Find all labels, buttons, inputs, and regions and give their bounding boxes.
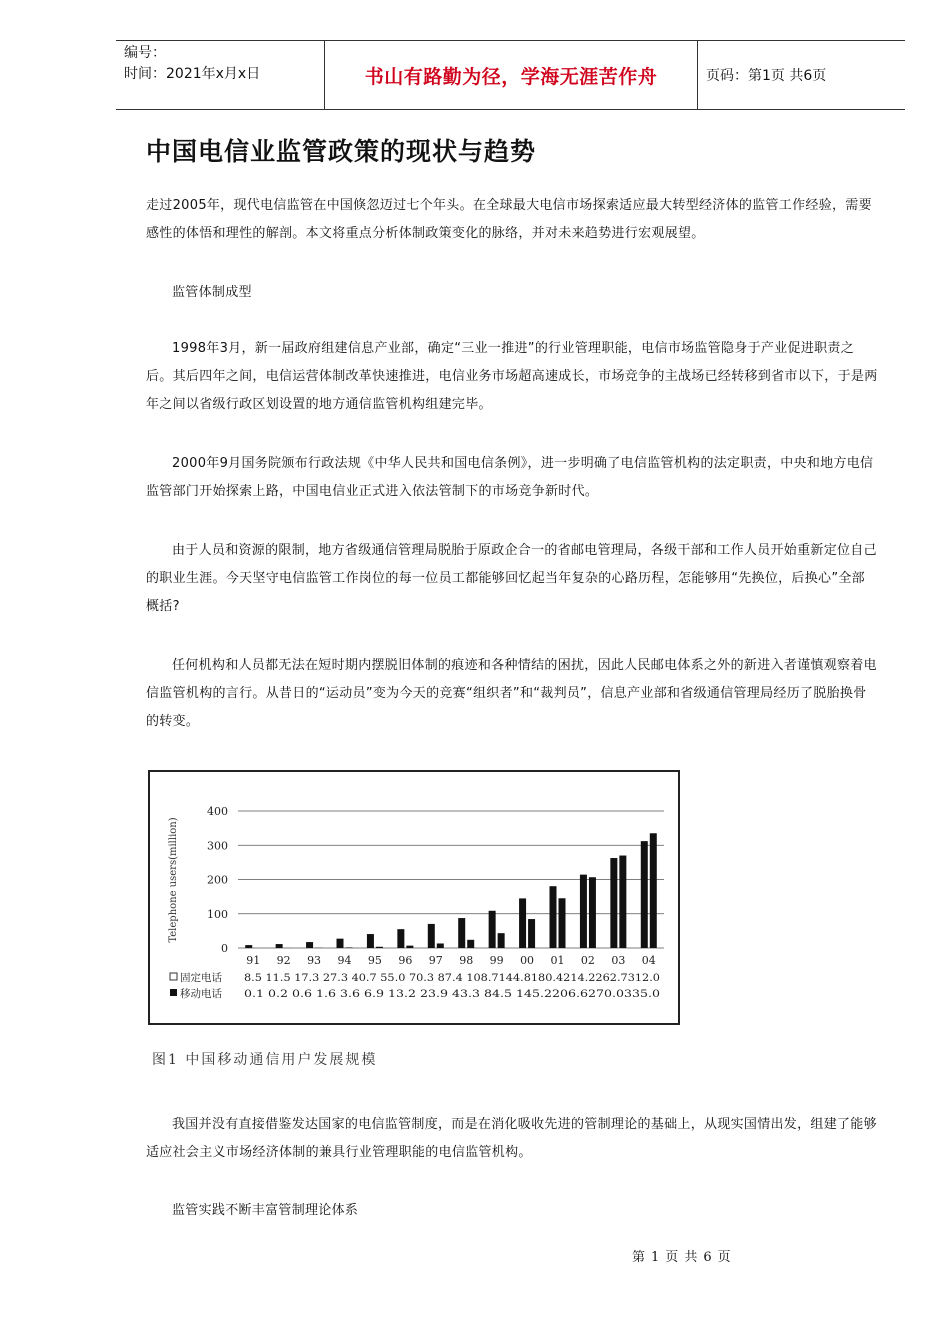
paragraph-2000: 2000年9月国务院颁布行政法规《中华人民共和国电信条例》，进一步明确了电信监管机构的法定职责，中央和地方电信监管部门开始探索上路，中国电信业正式进入依法管制下的市场竞争新时代。 bbox=[146, 456, 874, 499]
bar-mobile bbox=[437, 943, 444, 948]
y-axis-label: Telephone users(million) bbox=[168, 817, 179, 943]
telephone-users-chart bbox=[148, 770, 680, 1025]
legend-label-fixed: 固定电话 bbox=[180, 972, 222, 984]
footer-total: 6 bbox=[703, 1250, 712, 1265]
bar-fixed bbox=[519, 898, 526, 948]
x-tick-label: 93 bbox=[307, 954, 322, 967]
bar-fixed bbox=[610, 858, 617, 948]
bar-mobile bbox=[346, 947, 353, 948]
x-tick-label: 95 bbox=[367, 954, 382, 967]
article-title: 中国电信业监管政策的现状与趋势 bbox=[146, 137, 537, 166]
bar-fixed bbox=[276, 944, 283, 948]
document-date: 时间：2021年x月x日 bbox=[124, 66, 261, 82]
x-tick-label: 92 bbox=[276, 954, 291, 967]
header-meta bbox=[116, 41, 324, 109]
x-tick-label: 03 bbox=[611, 954, 626, 967]
y-tick-label: 300 bbox=[207, 839, 228, 853]
bar-fixed bbox=[306, 942, 313, 948]
paragraph-transition: 任何机构和人员都无法在短时期内摆脱旧体制的痕迹和各种情结的困扰，因此人民邮电体系之外的新进入者谨慎观察着电信监管机构的言行。从昔日的“运动员”变为今天的竞赛“组织者”和“裁判员”，信息产业部和省级通信管理局经历了脱胎换骨的转变。 bbox=[146, 658, 877, 729]
footer-ye-2: 页 bbox=[717, 1250, 731, 1265]
bar-fixed bbox=[245, 945, 252, 948]
section-heading-system: 监管体制成型 bbox=[172, 285, 252, 300]
bar-mobile bbox=[498, 933, 505, 948]
bar-fixed bbox=[458, 918, 465, 948]
legend-marker-fixed bbox=[170, 973, 177, 980]
bar-fixed bbox=[489, 911, 496, 948]
paragraph-institution: 我国并没有直接借鉴发达国家的电信监管制度，而是在消化吸收先进的管制理论的基础上，从现实国情出发，组建了能够适应社会主义市场经济体制的兼具行业管理职能的电信监管机构。 bbox=[146, 1117, 877, 1160]
x-tick-label: 97 bbox=[428, 954, 443, 967]
section-heading-practice: 监管实践不断丰富管制理论体系 bbox=[172, 1203, 359, 1218]
page-header bbox=[116, 40, 905, 110]
paragraph-resources: 由于人员和资源的限制，地方省级通信管理局脱胎于原政企合一的省邮电管理局，各级干部和工作人员开始重新定位自己的职业生涯。今天坚守电信监管工作岗位的每一位员工都能够回忆起当年复杂的心路历程，怎能够用“先换位，后换心”全部概括? bbox=[146, 543, 877, 614]
header-page-number: 页码：第1页 共6页 bbox=[706, 68, 827, 84]
x-tick-label: 91 bbox=[246, 954, 261, 967]
bar-mobile bbox=[467, 940, 474, 948]
y-tick-label: 100 bbox=[207, 907, 228, 921]
bar-mobile bbox=[376, 947, 383, 948]
chart-svg bbox=[150, 772, 678, 1023]
legend-marker-mobile bbox=[170, 989, 177, 996]
paragraph-1998: 1998年3月，新一届政府组建信息产业部，确定“三业一推进”的行业管理职能，电信市场监管隐身于产业促进职责之后。其后四年之间，电信运营体制改革快速推进，电信业务市场超高速成长，市场竞争的主战场已经转移到省市以下，于是两年之间以省级行政区划设置的地方通信监管机构组建完毕。 bbox=[146, 341, 878, 412]
bar-fixed bbox=[580, 875, 587, 948]
paragraph-intro: 走过2005年，现代电信监管在中国倏忽迈过七个年头。在全球最大电信市场探索适应最大转型经济体的监管工作经验，需要感性的体悟和理性的解剖。本文将重点分析体制政策变化的脉络，并对未来趋势进行宏观展望。 bbox=[146, 198, 872, 241]
document-number: 编号： bbox=[124, 45, 166, 61]
x-tick-label: 96 bbox=[398, 954, 413, 967]
y-tick-label: 200 bbox=[207, 873, 228, 887]
bar-mobile bbox=[650, 833, 657, 948]
bar-mobile bbox=[528, 919, 535, 948]
footer-ye: 页 bbox=[665, 1250, 679, 1265]
footer-di: 第 bbox=[632, 1250, 646, 1265]
data-row-mobile: 0.1 0.2 0.6 1.6 3.6 6.9 13.2 23.9 43.3 84.5 145.2206.6270.0335.0 bbox=[244, 988, 660, 1000]
bar-mobile bbox=[589, 877, 596, 948]
bar-fixed bbox=[550, 886, 557, 948]
footer-gong: 共 bbox=[684, 1250, 698, 1265]
footer-page-num: 1 bbox=[651, 1250, 660, 1265]
bar-fixed bbox=[367, 934, 374, 948]
x-tick-label: 01 bbox=[550, 954, 565, 967]
bar-mobile bbox=[559, 898, 566, 948]
bar-fixed bbox=[397, 929, 404, 948]
data-row-fixed: 8.5 11.5 17.3 27.3 40.7 55.0 70.3 87.4 108.7144.8180.4214.2262.7312.0 bbox=[244, 972, 660, 984]
bar-mobile bbox=[406, 946, 413, 948]
bar-fixed bbox=[641, 841, 648, 948]
y-tick-label: 400 bbox=[207, 805, 228, 818]
x-tick-label: 94 bbox=[337, 954, 352, 967]
legend-label-mobile: 移动电话 bbox=[180, 988, 222, 1000]
page-footer bbox=[632, 1246, 737, 1265]
x-tick-label: 04 bbox=[641, 954, 656, 967]
x-tick-label: 99 bbox=[489, 954, 504, 967]
bar-mobile bbox=[619, 856, 626, 948]
bar-fixed bbox=[337, 939, 344, 948]
x-tick-label: 00 bbox=[520, 954, 535, 967]
header-motto: 书山有路勤为径，学海无涯苦作舟 bbox=[324, 41, 698, 109]
x-tick-label: 98 bbox=[459, 954, 474, 967]
bar-fixed bbox=[428, 924, 435, 948]
figure-caption: 图1 中国移动通信用户发展规模 bbox=[152, 1052, 378, 1068]
y-tick-label: 0 bbox=[221, 942, 228, 955]
x-tick-label: 02 bbox=[580, 954, 595, 967]
